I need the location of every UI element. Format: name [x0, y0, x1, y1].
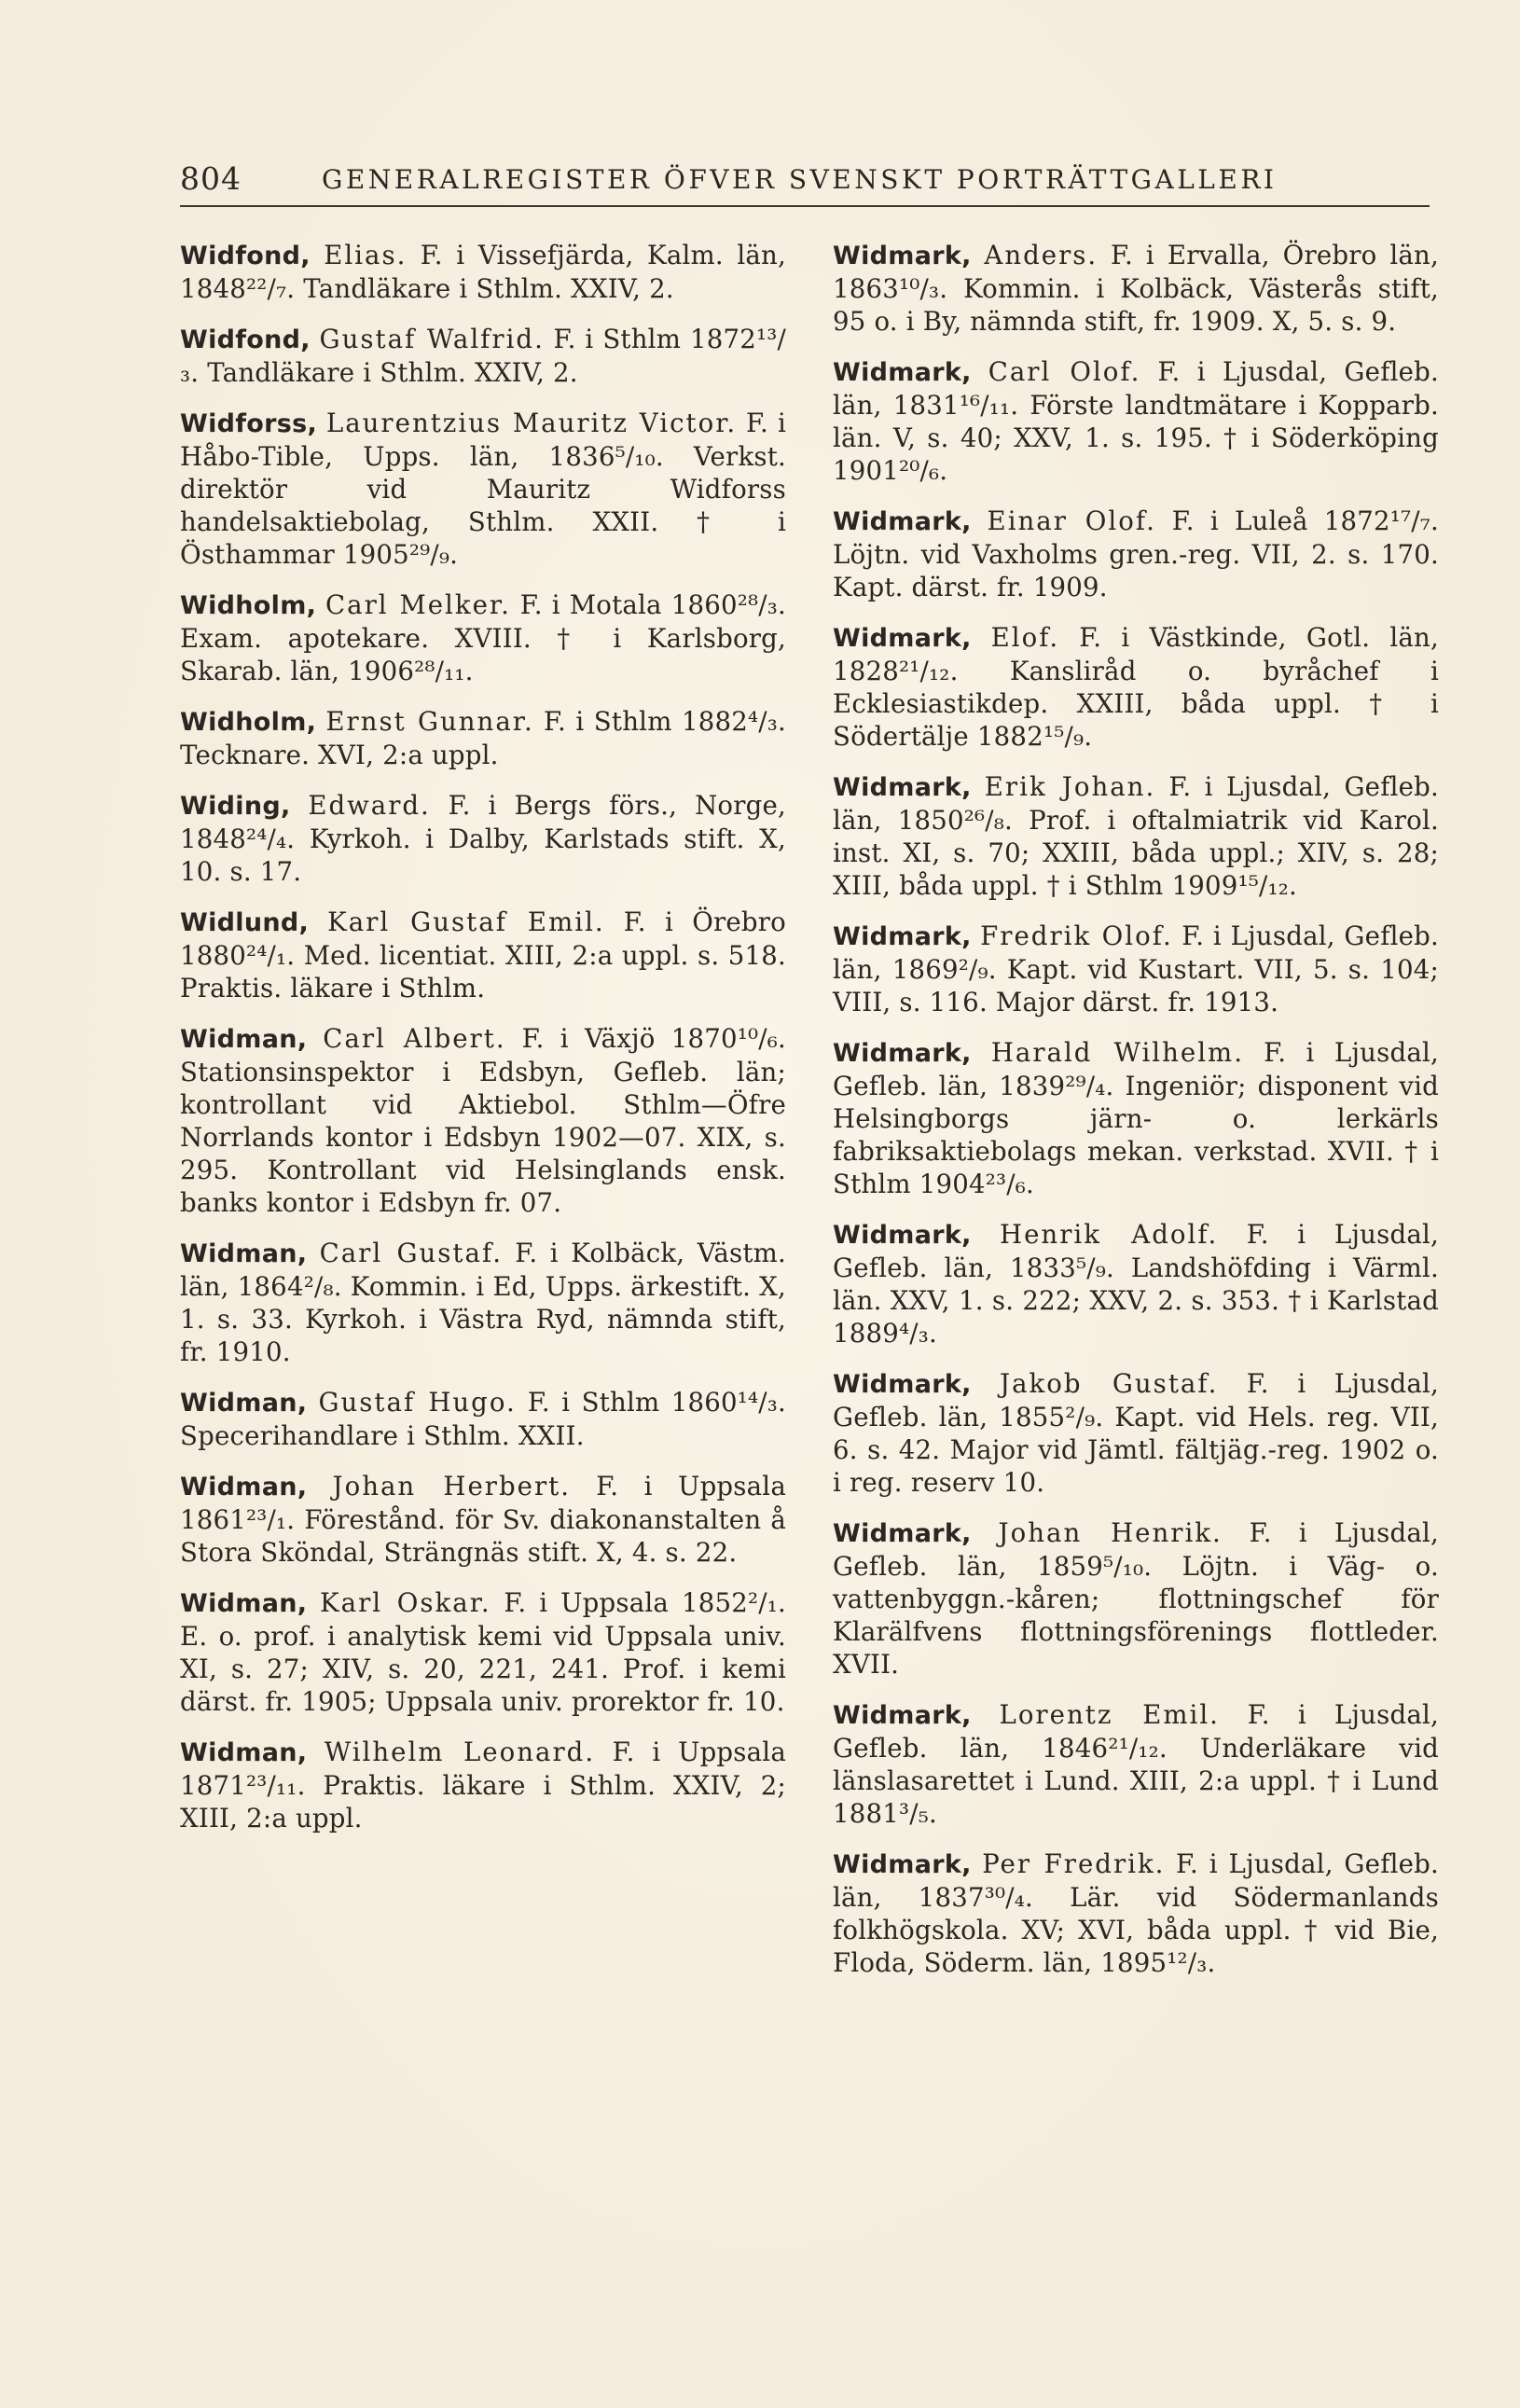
entry-given-names: Laurentzius Mauritz Victor. [325, 408, 738, 438]
entry-surname: Widmark, [833, 1701, 972, 1730]
entry-given-names: Henrik Adolf. [1000, 1219, 1219, 1250]
page-header [180, 160, 1308, 198]
entry-details: F. i Ljusdal, Gefleb. län, 1839²⁹/₄. Ingeniör; disponent vid Helsingborgs järn- o. lerkärls fabriksaktiebolags mekan. verkstad. XVII. † i Sthlm 1904²³/₆. [833, 1037, 1440, 1199]
right-column [833, 239, 1439, 1997]
entry-given-names: Anders. [984, 240, 1099, 270]
entry-given-names: Erik Johan. [984, 771, 1156, 802]
entry-details: F. i Ljusdal, Gefleb. län, 1855²/₉. Kapt. vid Hels. reg. VII, 6. s. 42. Major vid Jämtl. fältjäg.-reg. 1902 o. i reg. reserv 10. [833, 1368, 1440, 1498]
register-entry [833, 621, 1439, 753]
entry-details: F. i Ljusdal, Gefleb. län, 1869²/₉. Kapt. vid Kustart. VII, 5. s. 104; VIII, s. 116. Major därst. fr. 1913. [833, 920, 1439, 1017]
entry-given-names: Wilhelm Leonard. [324, 1737, 596, 1767]
entry-given-names: Lorentz Emil. [999, 1699, 1220, 1730]
entry-surname: Widman, [180, 1389, 308, 1418]
entry-surname: Widmark, [833, 358, 972, 387]
entry-given-names: Carl Olof. [988, 356, 1141, 387]
entry-details: F. i Sthlm 1872¹³/₃. Tandläkare i Sthlm. XXIV, 2. [180, 324, 786, 388]
entry-surname: Widmark, [833, 773, 972, 802]
register-entry [833, 770, 1439, 902]
entry-surname: Widman, [180, 1239, 308, 1268]
entry-details: F. i Uppsala 1861²³/₁. Förestånd. för Sv. diakonanstalten å Stora Sköndal, Strängnäs stift. X, 4. s. 22. [180, 1471, 786, 1568]
entry-given-names: Jakob Gustaf. [1000, 1368, 1219, 1399]
entry-given-names: Gustaf Walfrid. [319, 324, 545, 354]
running-head: GENERALREGISTER ÖFVER SVENSKT PORTRÄTTGALLERI [322, 164, 1278, 195]
register-entry [180, 906, 786, 1004]
entry-given-names: Elias. [324, 240, 408, 270]
entry-surname: Widmark, [833, 507, 972, 536]
entry-given-names: Carl Melker. [325, 589, 511, 620]
entry-surname: Widing, [180, 792, 291, 821]
entry-given-names: Karl Oskar. [320, 1587, 491, 1618]
left-column [180, 239, 786, 1852]
register-entry [180, 1736, 786, 1834]
entry-surname: Widholm, [180, 591, 317, 620]
register-entry [833, 1516, 1439, 1681]
entry-surname: Widfond, [180, 242, 311, 270]
entry-surname: Widmark, [833, 1039, 972, 1068]
register-entry [833, 1848, 1439, 1979]
entry-given-names: Ernst Gunnar. [325, 706, 534, 737]
register-entry [833, 355, 1439, 487]
entry-details: F. i Örebro 1880²⁴/₁. Med. licentiat. XIII, 2:a uppl. s. 518. Praktis. läkare i Sthlm. [180, 906, 786, 1003]
entry-given-names: Carl Albert. [323, 1023, 506, 1054]
entry-surname: Widmark, [833, 1221, 972, 1250]
register-entry [180, 705, 786, 771]
entry-given-names: Elof. [990, 622, 1060, 653]
entry-details: F. i Luleå 1872¹⁷/₇. Löjtn. vid Vaxholms gren.-reg. VII, 2. s. 170. Kapt. därst. fr. 1909. [833, 505, 1440, 602]
entry-given-names: Per Fredrik. [982, 1848, 1166, 1879]
register-entry [180, 1386, 786, 1452]
entry-details: F. i Motala 1860²⁸/₃. Exam. apotekare. XVIII. † i Karlsborg, Skarab. län, 1906²⁸/₁₁. [180, 589, 786, 686]
register-entry [180, 1586, 786, 1718]
entry-details: F. i Ljusdal, Gefleb. län, 1833⁵/₉. Landshöfding i Värml. län. XXV, 1. s. 222; XXV, 2. s. 353. † i Karlstad 1889⁴/₃. [833, 1219, 1439, 1349]
entry-surname: Widman, [180, 1738, 308, 1767]
entry-given-names: Fredrik Olof. [980, 920, 1173, 951]
entry-details: F. i Vissefjärda, Kalm. län, 1848²²/₇. Tandläkare i Sthlm. XXIV, 2. [180, 240, 786, 304]
entry-surname: Widmark, [833, 1519, 972, 1548]
entry-details: F. i Uppsala 1852²/₁. E. o. prof. i analytisk kemi vid Uppsala univ. XI, s. 27; XIV, s. 20, 221, 241. Prof. i kemi därst. fr. 1905; Uppsala univ. prorektor fr. 10. [180, 1587, 786, 1717]
entry-surname: Widlund, [180, 908, 310, 937]
entry-details: F. i Kolbäck, Västm. län, 1864²/₈. Kommin. i Ed, Upps. ärkestift. X, 1. s. 33. Kyrkoh. i Västra Ryd, nämnda stift, fr. 1910. [180, 1238, 786, 1367]
entry-given-names: Harald Wilhelm. [990, 1037, 1244, 1068]
register-entry [180, 789, 786, 888]
register-entry [180, 588, 786, 687]
register-entry [833, 1698, 1439, 1830]
register-entry [833, 1036, 1439, 1200]
header-rule [180, 205, 1430, 207]
entry-surname: Widforss, [180, 409, 318, 438]
entry-details: F. i Bergs förs., Norge, 1848²⁴/₄. Kyrkoh. i Dalby, Karlstads stift. X, 10. s. 17. [180, 790, 786, 887]
register-entry [180, 239, 786, 305]
entry-details: F. i Ljusdal, Gefleb. län, 1850²⁶/₈. Prof. i oftalmiatrik vid Karol. inst. XI, s. 70; XXIII, båda uppl.; XIV, s. 28; XIII, båda uppl. † i Sthlm 1909¹⁵/₁₂. [833, 771, 1440, 901]
entry-given-names: Gustaf Hugo. [318, 1387, 517, 1418]
entry-details: F. i Uppsala 1871²³/₁₁. Praktis. läkare i Sthlm. XXIV, 2; XIII, 2:a uppl. [180, 1737, 786, 1834]
register-entry [180, 407, 786, 571]
entry-surname: Widman, [180, 1473, 308, 1502]
entry-details: F. i Växjö 1870¹⁰/₆. Stationsinspektor i Edsbyn, Gefleb. län; kontrollant vid Aktiebol. Sthlm—Öfre Norrlands kontor i Edsbyn 1902—07. XIX, s. 295. Kontrollant vid Helsinglands ensk. banks kontor i Edsbyn fr. 07. [180, 1023, 786, 1218]
entry-details: F. i Håbo-Tible, Upps. län, 1836⁵/₁₀. Verkst. direktör vid Mauritz Widforss handelsaktiebolag, Sthlm. XXII. † i Östhammar 1905²⁹/₉. [180, 408, 786, 570]
entry-surname: Widmark, [833, 922, 972, 951]
entry-details: F. i Ljusdal, Gefleb. län, 1859⁵/₁₀. Löjtn. i Väg- o. vattenbyggn.-kåren; flottningschef för Klarälfvens flottningsförenings flottleder. XVII. [833, 1517, 1439, 1680]
register-entry [833, 1367, 1439, 1499]
register-entry [833, 920, 1439, 1018]
entry-surname: Widmark, [833, 1850, 972, 1879]
entry-details: F. i Västkinde, Gotl. län, 1828²¹/₁₂. Kansliråd o. byråchef i Ecklesiastikdep. XXIII, båda uppl. † i Södertälje 1882¹⁵/₉. [833, 622, 1439, 752]
register-entry [180, 323, 786, 389]
register-entry [180, 1470, 786, 1569]
entry-details: F. i Ljusdal, Gefleb. län, 1846²¹/₁₂. Underläkare vid länslasarettet i Lund. XIII, 2:a uppl. † i Lund 1881³/₅. [833, 1699, 1439, 1829]
entry-surname: Widman, [180, 1025, 308, 1054]
entry-surname: Widholm, [180, 708, 317, 737]
entry-details: F. i Ljusdal, Gefleb. län, 1837³⁰/₄. Lär. vid Södermanlands folkhögskola. XV; XVI, båda uppl. † vid Bie, Floda, Söderm. län, 1895¹²/₃. [833, 1848, 1439, 1978]
page-number: 804 [180, 160, 242, 197]
entry-given-names: Karl Gustaf Emil. [327, 906, 605, 937]
register-entry [180, 1022, 786, 1219]
entry-surname: Widmark, [833, 624, 972, 653]
register-entry [833, 239, 1439, 338]
register-entry [833, 505, 1439, 603]
register-entry [833, 1218, 1439, 1349]
entry-given-names: Carl Gustaf. [319, 1238, 503, 1268]
entry-surname: Widman, [180, 1589, 308, 1618]
entry-surname: Widfond, [180, 325, 311, 354]
entry-details: F. i Sthlm 1882⁴/₃. Tecknare. XVI, 2:a uppl. [180, 706, 786, 770]
entry-surname: Widmark, [833, 242, 972, 270]
entry-details: F. i Ljusdal, Gefleb. län, 1831¹⁶/₁₁. Förste landtmätare i Kopparb. län. V, s. 40; XXV, 1. s. 195. † i Söderköping 1901²⁰/₆. [833, 356, 1439, 486]
entry-given-names: Edward. [308, 790, 431, 821]
entry-surname: Widmark, [833, 1370, 972, 1399]
entry-given-names: Johan Henrik. [998, 1517, 1223, 1548]
register-entry [180, 1237, 786, 1368]
entry-details: F. i Sthlm 1860¹⁴/₃. Specerihandlare i Sthlm. XXII. [180, 1387, 786, 1451]
entry-given-names: Einar Olof. [987, 505, 1156, 536]
entry-details: F. i Ervalla, Örebro län, 1863¹⁰/₃. Kommin. i Kolbäck, Västerås stift, 95 o. i By, nämnda stift, fr. 1909. X, 5. s. 9. [833, 240, 1439, 337]
entry-given-names: Johan Herbert. [332, 1471, 572, 1502]
